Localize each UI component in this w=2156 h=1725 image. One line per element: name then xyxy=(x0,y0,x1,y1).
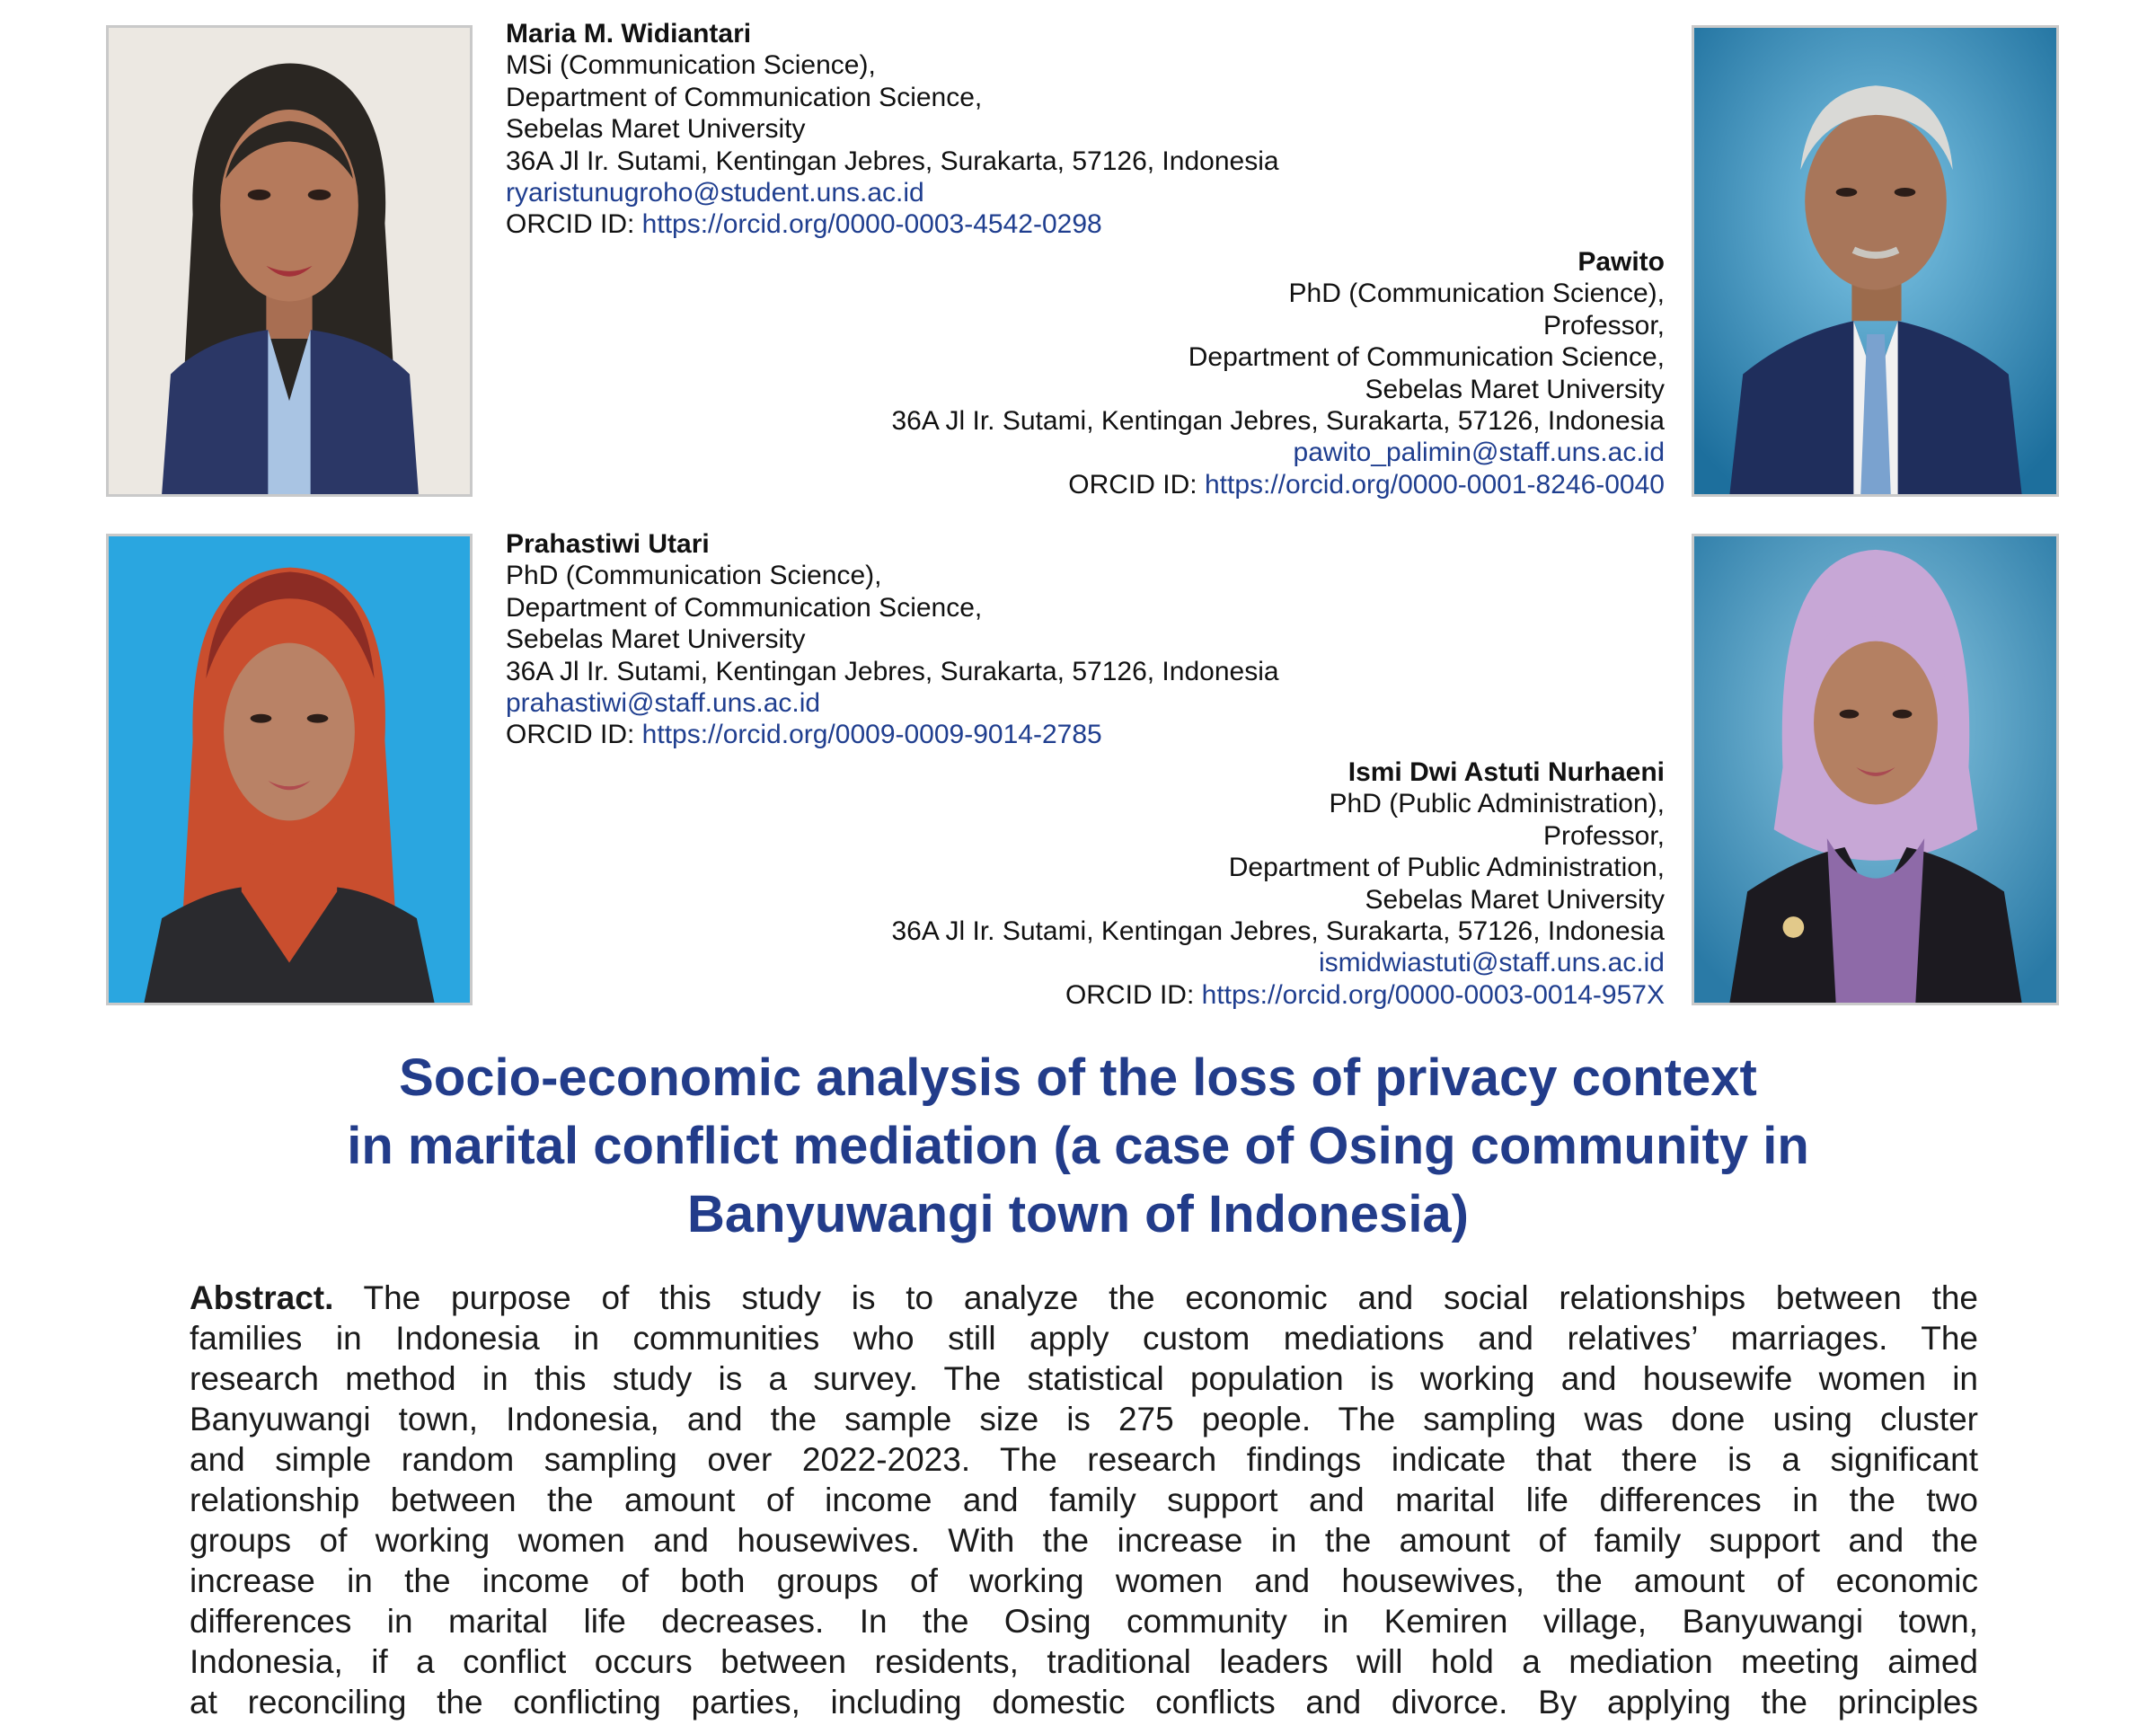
abstract xyxy=(190,1278,1978,1722)
orcid-link[interactable]: https://orcid.org/0009-0009-9014-2785 xyxy=(641,720,1102,750)
author-orcid xyxy=(891,469,1665,500)
author-degree: PhD (Communication Science), xyxy=(506,561,882,591)
orcid-link[interactable]: https://orcid.org/0000-0003-0014-957X xyxy=(1201,979,1665,1010)
abstract-line xyxy=(190,1278,1978,1318)
author-photo-utari xyxy=(106,534,473,1005)
abstract-line: Indonesia, if a conflict occurs between residents, traditional leaders will hold a mediation meeting aimed xyxy=(190,1643,1978,1680)
author-address: 36A Jl Ir. Sutami, Kentingan Jebres, Surakarta, 57126, Indonesia xyxy=(506,146,1279,176)
abstract-line: at reconciling the conflicting parties, including domestic conflicts and divorce. By applying the principles xyxy=(190,1684,1978,1721)
author-university: Sebelas Maret University xyxy=(506,624,806,655)
title-line: Banyuwangi town of Indonesia) xyxy=(687,1185,1469,1243)
author-address: 36A Jl Ir. Sutami, Kentingan Jebres, Surakarta, 57126, Indonesia xyxy=(891,916,1665,947)
author-name: Maria M. Widiantari xyxy=(506,19,752,49)
author-photo-widiantari xyxy=(106,25,473,497)
orcid-label: ORCID ID: xyxy=(506,209,642,240)
author-photo-pawito xyxy=(1692,25,2059,497)
author-department: Department of Communication Science, xyxy=(506,82,983,112)
abstract-line: groups of working women and housewives. With the increase in the amount of family support and the xyxy=(190,1522,1978,1559)
orcid-label: ORCID ID: xyxy=(1068,469,1205,500)
abstract-line: and simple random sampling over 2022-2023. The research findings indicate that there is a significant xyxy=(190,1441,1978,1478)
author-email-link[interactable]: ismidwiastuti@staff.uns.ac.id xyxy=(1318,948,1665,978)
abstract-line: Banyuwangi town, Indonesia, and the sample size is 275 people. The sampling was done using cluster xyxy=(190,1401,1978,1438)
author-orcid xyxy=(891,979,1665,1011)
author-orcid xyxy=(506,719,1279,750)
author-orcid xyxy=(506,208,1279,240)
abstract-label: Abstract. xyxy=(190,1279,334,1316)
author-email-link[interactable]: ryaristunugroho@student.uns.ac.id xyxy=(506,178,924,208)
article-title xyxy=(135,1044,2021,1249)
author-department: Department of Communication Science, xyxy=(506,592,983,623)
author-degree: PhD (Communication Science), xyxy=(1288,279,1665,309)
author-position: Professor, xyxy=(1542,310,1665,341)
author-name: Prahastiwi Utari xyxy=(506,529,710,559)
author-email-link[interactable]: prahastiwi@staff.uns.ac.id xyxy=(506,688,821,719)
author-university: Sebelas Maret University xyxy=(1365,884,1665,915)
author-address: 36A Jl Ir. Sutami, Kentingan Jebres, Surakarta, 57126, Indonesia xyxy=(506,656,1279,686)
author-photo-nurhaeni xyxy=(1692,534,2059,1005)
abstract-line: differences in marital life decreases. In the Osing community in Kemiren village, Banyuwangi town, xyxy=(190,1603,1978,1640)
author-name: Pawito xyxy=(1577,247,1665,277)
author-info-nurhaeni xyxy=(891,756,1665,1011)
author-department: Department of Communication Science, xyxy=(1188,342,1665,373)
author-info-widiantari xyxy=(506,18,1279,241)
abstract-line: increase in the income of both groups of working women and housewives, the amount of economic xyxy=(190,1562,1978,1599)
abstract-text: The purpose of this study is to analyze the economic and social relationships between the xyxy=(333,1279,1978,1316)
author-address: 36A Jl Ir. Sutami, Kentingan Jebres, Surakarta, 57126, Indonesia xyxy=(891,406,1665,437)
author-university: Sebelas Maret University xyxy=(506,114,806,145)
orcid-label: ORCID ID: xyxy=(506,720,642,750)
orcid-link[interactable]: https://orcid.org/0000-0001-8246-0040 xyxy=(1204,469,1665,500)
title-line: in marital conflict mediation (a case of Osing community in xyxy=(347,1117,1809,1175)
author-degree: PhD (Public Administration), xyxy=(1329,789,1665,819)
author-degree: MSi (Communication Science), xyxy=(506,50,876,81)
abstract-line: families in Indonesia in communities who still apply custom mediations and relatives’ marriages. The xyxy=(190,1320,1978,1357)
author-university: Sebelas Maret University xyxy=(1365,374,1665,404)
abstract-line: research method in this study is a survey. The statistical population is working and housewife women in xyxy=(190,1360,1978,1397)
author-info-utari xyxy=(506,528,1279,751)
author-department: Department of Public Administration, xyxy=(1228,853,1665,883)
abstract-line: relationship between the amount of income and family support and marital life differences in the two xyxy=(190,1482,1978,1518)
author-name: Ismi Dwi Astuti Nurhaeni xyxy=(1348,757,1665,787)
title-line: Socio-economic analysis of the loss of privacy context xyxy=(399,1048,1757,1107)
orcid-link[interactable]: https://orcid.org/0000-0003-4542-0298 xyxy=(641,209,1102,240)
author-info-pawito xyxy=(891,246,1665,500)
author-position: Professor, xyxy=(1542,820,1665,851)
author-email-link[interactable]: pawito_palimin@staff.uns.ac.id xyxy=(1293,438,1665,468)
orcid-label: ORCID ID: xyxy=(1065,979,1202,1010)
